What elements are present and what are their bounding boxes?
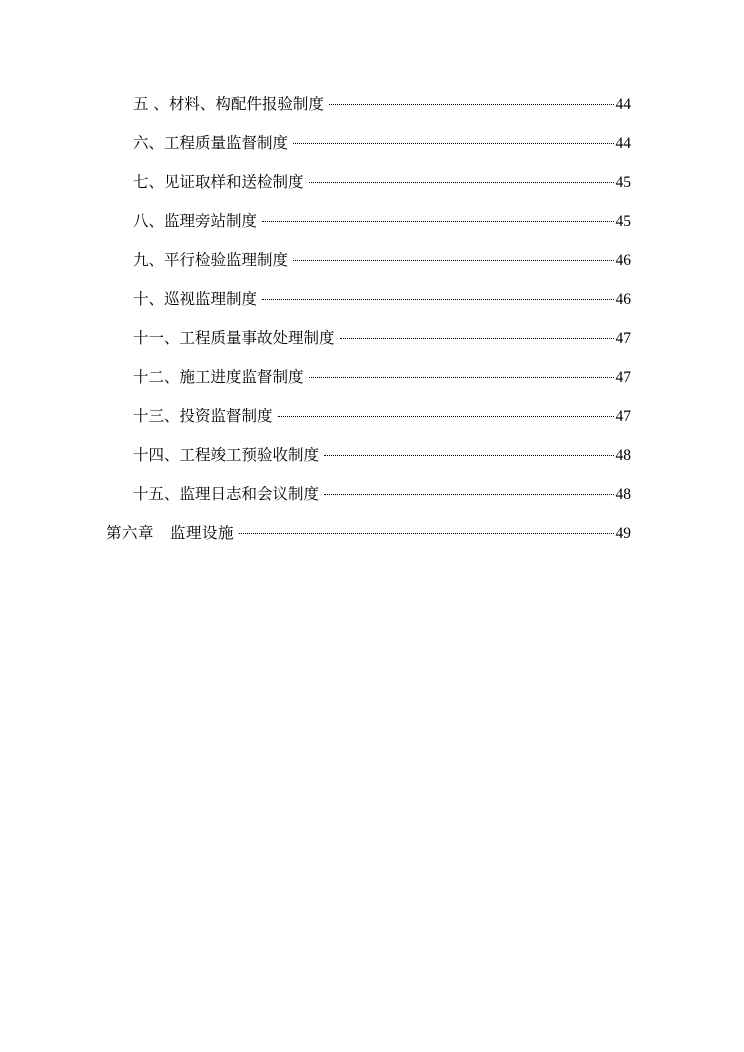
toc-entry-title: 八、监理旁站制度: [133, 212, 258, 230]
toc-entry[interactable]: [133, 404, 631, 428]
toc-dot-leader: [293, 143, 613, 144]
toc-entry-title: 十三、投资监督制度: [133, 407, 273, 425]
toc-entry[interactable]: [133, 443, 631, 467]
toc-entry-title: 十五、监理日志和会议制度: [133, 485, 320, 503]
toc-entry[interactable]: [133, 287, 631, 311]
toc-page-number: 47: [615, 369, 631, 386]
toc-entry[interactable]: [133, 248, 631, 272]
toc-dot-leader: [278, 416, 614, 417]
toc-dot-leader: [262, 221, 613, 222]
toc-entry[interactable]: [133, 131, 631, 155]
toc-page-number: 49: [615, 525, 631, 542]
toc-dot-leader: [239, 533, 613, 534]
toc-entry[interactable]: [133, 92, 631, 116]
toc-entry-title: 六、工程质量监督制度: [133, 134, 289, 152]
toc-page-number: 47: [615, 408, 631, 425]
toc-dot-leader: [340, 338, 614, 339]
toc-entry-title: 十四、工程竣工预验收制度: [133, 446, 320, 464]
toc-page-number: 45: [615, 174, 631, 191]
toc-entry-title: 九、平行检验监理制度: [133, 251, 289, 269]
toc-page-number: 48: [615, 447, 631, 464]
toc-dot-leader: [293, 260, 613, 261]
toc-entry[interactable]: [133, 209, 631, 233]
toc-dot-leader: [329, 104, 614, 105]
toc-entry-title: 七、见证取样和送检制度: [133, 173, 304, 191]
toc-entry[interactable]: [133, 326, 631, 350]
toc-page-number: 44: [615, 135, 631, 152]
toc-dot-leader: [309, 182, 614, 183]
toc-page-number: 44: [615, 96, 631, 113]
toc-entry-title: 十二、施工进度监督制度: [133, 368, 304, 386]
toc-chapter-entry[interactable]: [106, 521, 631, 545]
toc-page-number: 45: [615, 213, 631, 230]
toc-entry[interactable]: [133, 170, 631, 194]
toc-entry[interactable]: [133, 482, 631, 506]
toc-entry-title: 五 、材料、构配件报验制度: [133, 95, 324, 113]
toc-entry-title: 十一、工程质量事故处理制度: [133, 329, 335, 347]
toc-page-number: 46: [615, 252, 631, 269]
toc-dot-leader: [324, 455, 613, 456]
toc-chapter-title: 第六章 监理设施: [106, 524, 235, 542]
toc-page-number: 46: [615, 291, 631, 308]
toc-page-number: 48: [615, 486, 631, 503]
toc-dot-leader: [309, 377, 614, 378]
toc-page-number: 47: [615, 330, 631, 347]
toc-dot-leader: [324, 494, 613, 495]
toc-dot-leader: [262, 299, 613, 300]
toc-entry-title: 十、巡视监理制度: [133, 290, 258, 308]
toc-entry[interactable]: [133, 365, 631, 389]
